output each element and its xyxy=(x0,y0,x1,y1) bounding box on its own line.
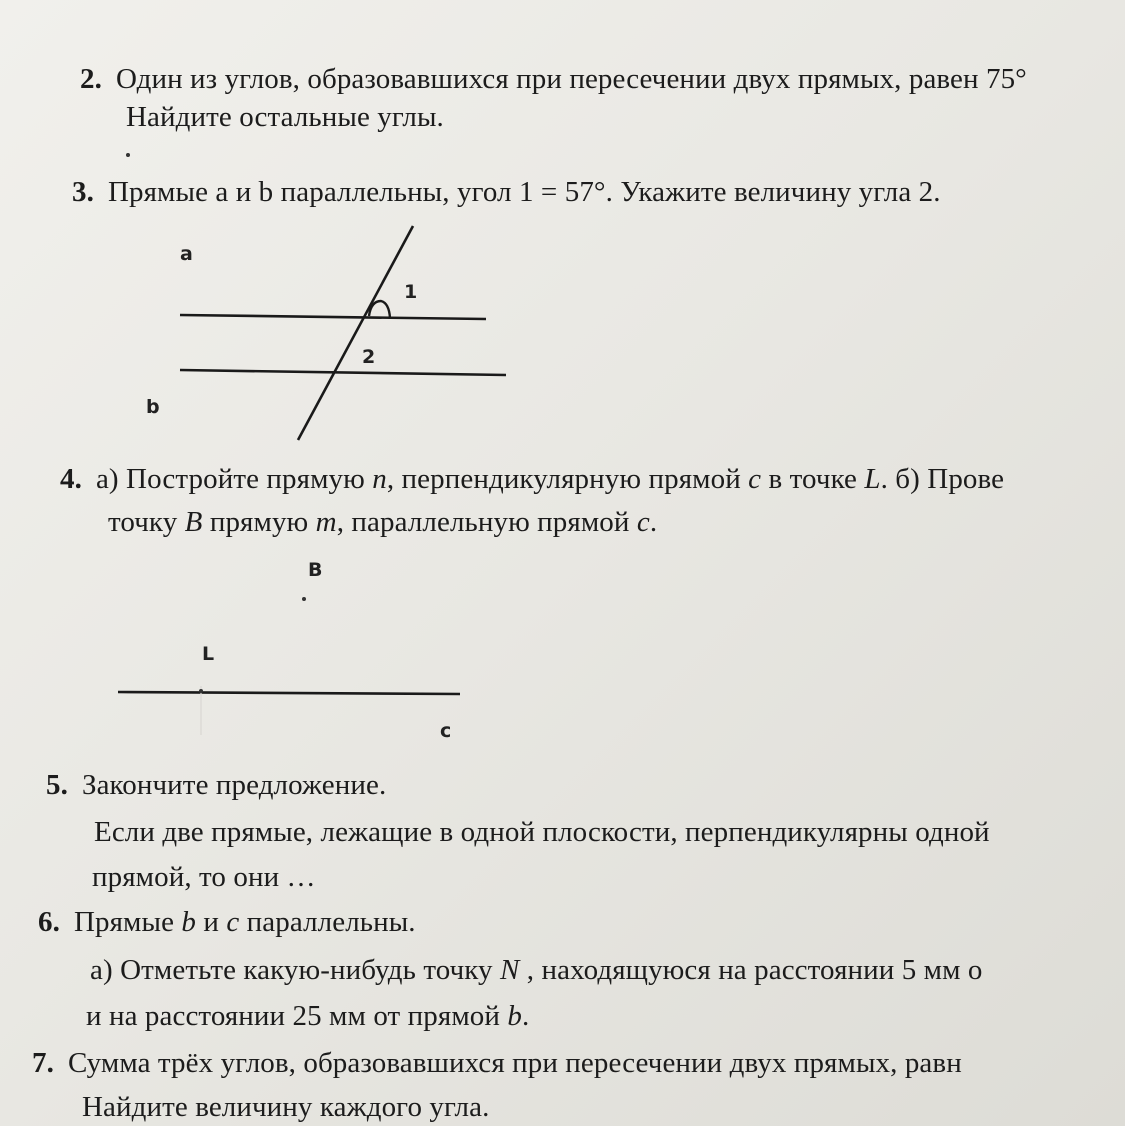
problem-5-text-1: Закончите предложение. xyxy=(81,769,387,801)
problem-5-line-3: прямой, то они … xyxy=(92,861,316,893)
problem-4-text-1a: а) Постройте прямую xyxy=(95,463,373,495)
line-c xyxy=(118,692,460,694)
problem-4-text-1b: , перпендикулярную прямой xyxy=(386,463,749,495)
point-B xyxy=(302,597,306,601)
symbol-c-3: c xyxy=(226,906,240,938)
problem-2-line-2: Найдите остальные углы. xyxy=(126,101,444,133)
symbol-b: b xyxy=(181,906,197,938)
problem-3-text: Прямые a и b параллельны, угол 1 = 57°. Укажите величину угла 2. xyxy=(107,176,941,208)
symbol-m: m xyxy=(315,506,337,538)
problem-5-line-2: Если две прямые, лежащие в одной плоскости, перпендикулярны одной xyxy=(94,816,990,848)
symbol-N: N xyxy=(499,954,520,986)
problem-3-number: 3. xyxy=(72,176,94,208)
label-a: a xyxy=(180,243,193,265)
problem-6-text-1c: параллельны. xyxy=(239,906,416,938)
symbol-b-2: b xyxy=(507,1000,522,1032)
problem-6-text-3a: и на расстоянии 25 мм от прямой xyxy=(86,1000,508,1032)
line-a xyxy=(180,315,486,319)
point-L xyxy=(199,689,203,693)
problem-7-line-1 xyxy=(32,1046,962,1080)
symbol-B: B xyxy=(184,506,203,538)
problem-4-number: 4. xyxy=(60,463,82,495)
symbol-L: L xyxy=(864,463,881,495)
transversal xyxy=(298,226,413,440)
problem-4-line-2 xyxy=(108,505,657,539)
label-L: L xyxy=(202,643,215,665)
symbol-c: c xyxy=(748,463,762,495)
problem-6-text-1a: Прямые xyxy=(73,906,182,938)
problem-6-line-3 xyxy=(86,999,529,1033)
label-B: B xyxy=(308,559,323,581)
problem-4-text-1c: в точке xyxy=(761,463,865,495)
problem-4-text-2d: . xyxy=(649,506,658,538)
problem-6-line-2 xyxy=(90,953,983,987)
problem-4-text-2a: точку xyxy=(108,506,185,538)
label-angle-2: 2 xyxy=(362,346,376,368)
problem-7-text-1: Сумма трёх углов, образовавшихся при пересечении двух прямых, равн xyxy=(67,1047,962,1079)
symbol-c-2: c xyxy=(636,506,650,538)
label-angle-1: 1 xyxy=(404,281,418,303)
problem-6-text-1b: и xyxy=(196,906,227,938)
problem-5-line-1 xyxy=(46,768,386,802)
problem-6-text-2b: , находящуюся на расстоянии 5 мм о xyxy=(519,954,983,986)
problem-2-text-1: Один из углов, образовавшихся при пересечении двух прямых, равен 75° xyxy=(115,63,1027,95)
problem-7-line-2: Найдите величину каждого угла. xyxy=(82,1091,490,1123)
problem-6-text-2a: а) Отметьте какую-нибудь точку xyxy=(90,954,500,986)
label-c: c xyxy=(440,720,452,742)
problem-5-number: 5. xyxy=(46,769,68,801)
problem-4-text-1d: . б) Прове xyxy=(880,463,1005,495)
line-b xyxy=(180,370,506,375)
problem-2-number: 2. xyxy=(80,63,102,95)
problem-4-text-2b: прямую xyxy=(202,506,316,538)
problem-6-number: 6. xyxy=(38,906,60,938)
problem-4-line-1 xyxy=(60,462,1004,496)
problem-4-text-2c: , параллельную прямой xyxy=(336,506,637,538)
problem-7-number: 7. xyxy=(32,1047,54,1079)
problem-6-text-3b: . xyxy=(521,1000,530,1032)
label-b: b xyxy=(146,396,160,418)
problem-6-line-1 xyxy=(38,905,416,939)
symbol-n: n xyxy=(372,463,387,495)
